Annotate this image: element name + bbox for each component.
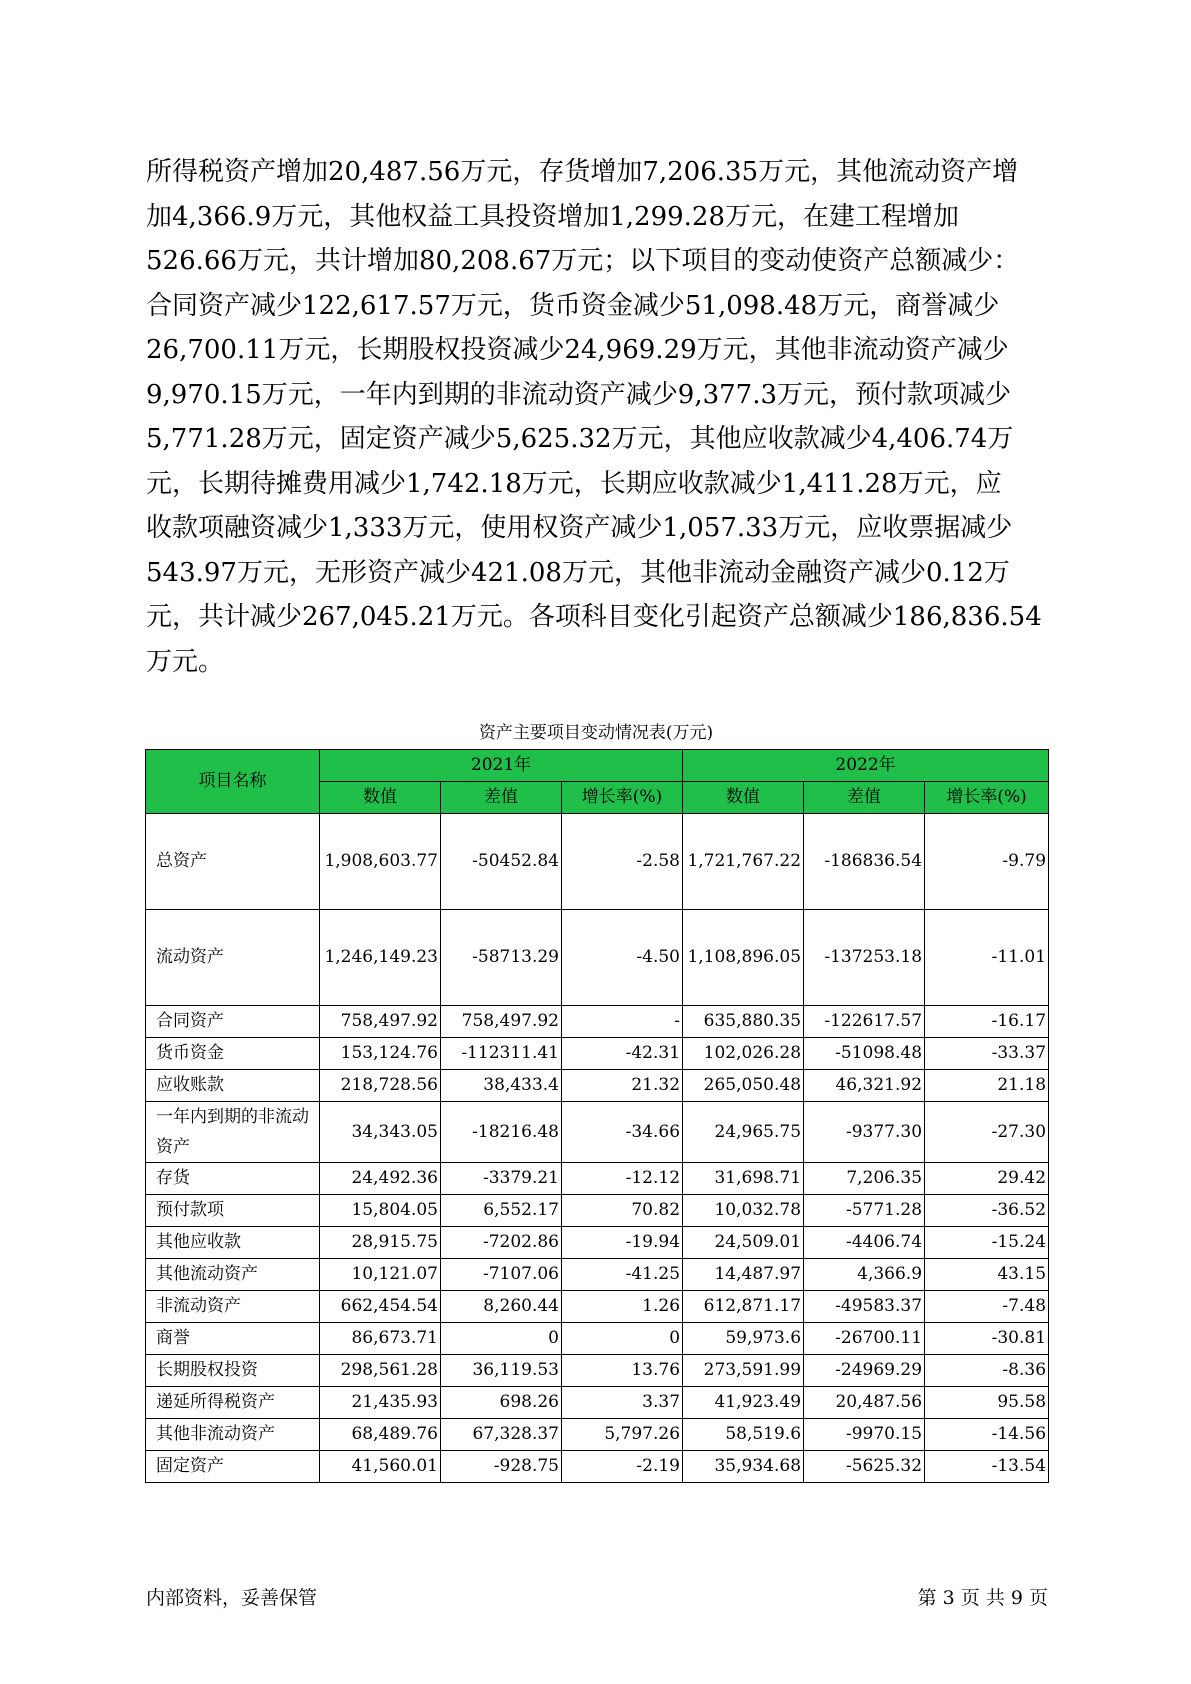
cell-d2: -9377.30	[804, 1102, 925, 1163]
paragraph-line: 元，长期待摊费用减少1,742.18万元，长期应收款减少1,411.28万元，应	[146, 468, 1002, 499]
cell-d2: 4,366.9	[804, 1259, 925, 1291]
cell-d1: -112311.41	[441, 1038, 562, 1070]
cell-v1: 298,561.28	[320, 1355, 441, 1387]
asset-change-table	[145, 749, 1049, 1483]
cell-r2: 95.58	[925, 1387, 1049, 1419]
row-item-name: 商誉	[146, 1323, 320, 1355]
cell-r2: -13.54	[925, 1451, 1049, 1483]
table-row	[146, 910, 1049, 1006]
table-row	[146, 1291, 1049, 1323]
cell-r1: 21.32	[562, 1070, 683, 1102]
cell-d1: 758,497.92	[441, 1006, 562, 1038]
row-item-name: 非流动资产	[146, 1291, 320, 1323]
cell-v2: 14,487.97	[683, 1259, 804, 1291]
cell-d1: -50452.84	[441, 814, 562, 910]
table-row	[146, 1102, 1049, 1163]
cell-d2: -137253.18	[804, 910, 925, 1006]
table-row	[146, 1419, 1049, 1451]
cell-d1: 8,260.44	[441, 1291, 562, 1323]
cell-v2: 273,591.99	[683, 1355, 804, 1387]
table-row	[146, 1006, 1049, 1038]
cell-v1: 153,124.76	[320, 1038, 441, 1070]
cell-v2: 102,026.28	[683, 1038, 804, 1070]
table-row	[146, 1387, 1049, 1419]
row-item-name: 存货	[146, 1163, 320, 1195]
cell-d1: 6,552.17	[441, 1195, 562, 1227]
cell-v2: 265,050.48	[683, 1070, 804, 1102]
cell-v1: 10,121.07	[320, 1259, 441, 1291]
body-paragraph	[146, 150, 1046, 684]
table-row	[146, 1070, 1049, 1102]
table-row	[146, 1163, 1049, 1195]
cell-v1: 24,492.36	[320, 1163, 441, 1195]
cell-d1: 67,328.37	[441, 1419, 562, 1451]
cell-v1: 1,246,149.23	[320, 910, 441, 1006]
cell-r2: -33.37	[925, 1038, 1049, 1070]
cell-d2: -122617.57	[804, 1006, 925, 1038]
cell-v1: 15,804.05	[320, 1195, 441, 1227]
row-item-name: 应收账款	[146, 1070, 320, 1102]
header-rate: 增长率(%)	[562, 782, 683, 814]
cell-r2: 21.18	[925, 1070, 1049, 1102]
cell-d2: -24969.29	[804, 1355, 925, 1387]
cell-v1: 218,728.56	[320, 1070, 441, 1102]
cell-r2: -27.30	[925, 1102, 1049, 1163]
page-number: 第 3 页 共 9 页	[917, 1587, 1048, 1609]
header-year-2021: 2021年	[320, 750, 683, 782]
cell-r2: -9.79	[925, 814, 1049, 910]
cell-r1: 70.82	[562, 1195, 683, 1227]
cell-v2: 59,973.6	[683, 1323, 804, 1355]
cell-r2: 43.15	[925, 1259, 1049, 1291]
cell-v2: 31,698.71	[683, 1163, 804, 1195]
paragraph-line: 万元。	[146, 646, 225, 677]
cell-r1: -4.50	[562, 910, 683, 1006]
cell-d1: 38,433.4	[441, 1070, 562, 1102]
header-diff: 差值	[804, 782, 925, 814]
cell-r2: -14.56	[925, 1419, 1049, 1451]
cell-d2: -4406.74	[804, 1227, 925, 1259]
paragraph-line: 5,771.28万元，固定资产减少5,625.32万元，其他应收款减少4,406.74万	[146, 424, 1014, 454]
header-rate: 增长率(%)	[925, 782, 1049, 814]
cell-d2: 46,321.92	[804, 1070, 925, 1102]
cell-v1: 1,908,603.77	[320, 814, 441, 910]
row-item-name: 总资产	[146, 814, 320, 910]
cell-v1: 68,489.76	[320, 1419, 441, 1451]
cell-r2: -11.01	[925, 910, 1049, 1006]
cell-v2: 24,965.75	[683, 1102, 804, 1163]
cell-d1: -18216.48	[441, 1102, 562, 1163]
footer-confidential-note: 内部资料，妥善保管	[146, 1587, 318, 1609]
cell-d2: 7,206.35	[804, 1163, 925, 1195]
cell-v1: 662,454.54	[320, 1291, 441, 1323]
cell-r1: -41.25	[562, 1259, 683, 1291]
cell-r1: 3.37	[562, 1387, 683, 1419]
cell-r1: -	[562, 1006, 683, 1038]
table-row	[146, 1195, 1049, 1227]
row-item-name: 预付款项	[146, 1195, 320, 1227]
paragraph-line: 元，共计减少267,045.21万元。各项科目变化引起资产总额减少186,836.54	[146, 602, 1042, 632]
cell-d2: 20,487.56	[804, 1387, 925, 1419]
paragraph-line: 所得税资产增加20,487.56万元，存货增加7,206.35万元，其他流动资产增	[146, 157, 1019, 187]
cell-v1: 758,497.92	[320, 1006, 441, 1038]
cell-d2: -51098.48	[804, 1038, 925, 1070]
cell-r1: -12.12	[562, 1163, 683, 1195]
cell-d2: -5771.28	[804, 1195, 925, 1227]
cell-r2: -36.52	[925, 1195, 1049, 1227]
cell-d1: -3379.21	[441, 1163, 562, 1195]
cell-r2: -30.81	[925, 1323, 1049, 1355]
cell-v2: 41,923.49	[683, 1387, 804, 1419]
cell-v1: 28,915.75	[320, 1227, 441, 1259]
cell-r2: -15.24	[925, 1227, 1049, 1259]
cell-r2: -8.36	[925, 1355, 1049, 1387]
cell-v2: 635,880.35	[683, 1006, 804, 1038]
cell-d2: -186836.54	[804, 814, 925, 910]
paragraph-line: 526.66万元，共计增加80,208.67万元；以下项目的变动使资产总额减少：	[146, 246, 1020, 276]
cell-r1: -42.31	[562, 1038, 683, 1070]
cell-r1: -2.19	[562, 1451, 683, 1483]
cell-r2: -16.17	[925, 1006, 1049, 1038]
cell-r1: -34.66	[562, 1102, 683, 1163]
row-item-name: 固定资产	[146, 1451, 320, 1483]
cell-v2: 35,934.68	[683, 1451, 804, 1483]
cell-d1: -58713.29	[441, 910, 562, 1006]
cell-r1: 13.76	[562, 1355, 683, 1387]
paragraph-line: 加4,366.9万元，其他权益工具投资增加1,299.28万元，在建工程增加	[146, 201, 960, 232]
cell-r1: -19.94	[562, 1227, 683, 1259]
row-item-name: 长期股权投资	[146, 1355, 320, 1387]
cell-r2: 29.42	[925, 1163, 1049, 1195]
cell-v1: 34,343.05	[320, 1102, 441, 1163]
row-item-name: 递延所得税资产	[146, 1387, 320, 1419]
cell-v2: 1,721,767.22	[683, 814, 804, 910]
header-diff: 差值	[441, 782, 562, 814]
cell-v1: 86,673.71	[320, 1323, 441, 1355]
cell-r1: -2.58	[562, 814, 683, 910]
header-value: 数值	[683, 782, 804, 814]
cell-v2: 612,871.17	[683, 1291, 804, 1323]
cell-v2: 24,509.01	[683, 1227, 804, 1259]
row-item-name: 合同资产	[146, 1006, 320, 1038]
cell-d2: -26700.11	[804, 1323, 925, 1355]
paragraph-line: 9,970.15万元，一年内到期的非流动资产减少9,377.3万元，预付款项减少	[146, 379, 1012, 410]
cell-d2: -49583.37	[804, 1291, 925, 1323]
cell-d1: 0	[441, 1323, 562, 1355]
cell-v1: 41,560.01	[320, 1451, 441, 1483]
row-item-name: 货币资金	[146, 1038, 320, 1070]
cell-r1: 5,797.26	[562, 1419, 683, 1451]
row-item-name: 其他应收款	[146, 1227, 320, 1259]
table-row	[146, 1451, 1049, 1483]
cell-d1: -7202.86	[441, 1227, 562, 1259]
paragraph-line: 收款项融资减少1,333万元，使用权资产减少1,057.33万元，应收票据减少	[146, 513, 1013, 543]
cell-d1: 698.26	[441, 1387, 562, 1419]
table-caption: 资产主要项目变动情况表(万元)	[478, 723, 714, 743]
cell-d2: -5625.32	[804, 1451, 925, 1483]
paragraph-line: 合同资产减少122,617.57万元，货币资金减少51,098.48万元，商誉减少	[146, 290, 1000, 321]
cell-v1: 21,435.93	[320, 1387, 441, 1419]
cell-r2: -7.48	[925, 1291, 1049, 1323]
header-item-name: 项目名称	[146, 750, 320, 814]
paragraph-line: 543.97万元，无形资产减少421.08万元，其他非流动金融资产减少0.12万	[146, 557, 1010, 588]
header-year-2022: 2022年	[683, 750, 1049, 782]
row-item-name: 一年内到期的非流动资产	[146, 1102, 320, 1163]
cell-d2: -9970.15	[804, 1419, 925, 1451]
table-row	[146, 1038, 1049, 1070]
cell-r1: 0	[562, 1323, 683, 1355]
cell-d1: -7107.06	[441, 1259, 562, 1291]
table-row	[146, 1355, 1049, 1387]
cell-v2: 10,032.78	[683, 1195, 804, 1227]
table-row	[146, 1323, 1049, 1355]
table-row	[146, 1227, 1049, 1259]
row-item-name: 其他流动资产	[146, 1259, 320, 1291]
row-item-name: 其他非流动资产	[146, 1419, 320, 1451]
paragraph-line: 26,700.11万元，长期股权投资减少24,969.29万元，其他非流动资产减少	[146, 335, 1009, 365]
cell-d1: 36,119.53	[441, 1355, 562, 1387]
table-row	[146, 1259, 1049, 1291]
header-value: 数值	[320, 782, 441, 814]
cell-r1: 1.26	[562, 1291, 683, 1323]
cell-v2: 58,519.6	[683, 1419, 804, 1451]
cell-d1: -928.75	[441, 1451, 562, 1483]
cell-v2: 1,108,896.05	[683, 910, 804, 1006]
table-row	[146, 814, 1049, 910]
row-item-name: 流动资产	[146, 910, 320, 1006]
